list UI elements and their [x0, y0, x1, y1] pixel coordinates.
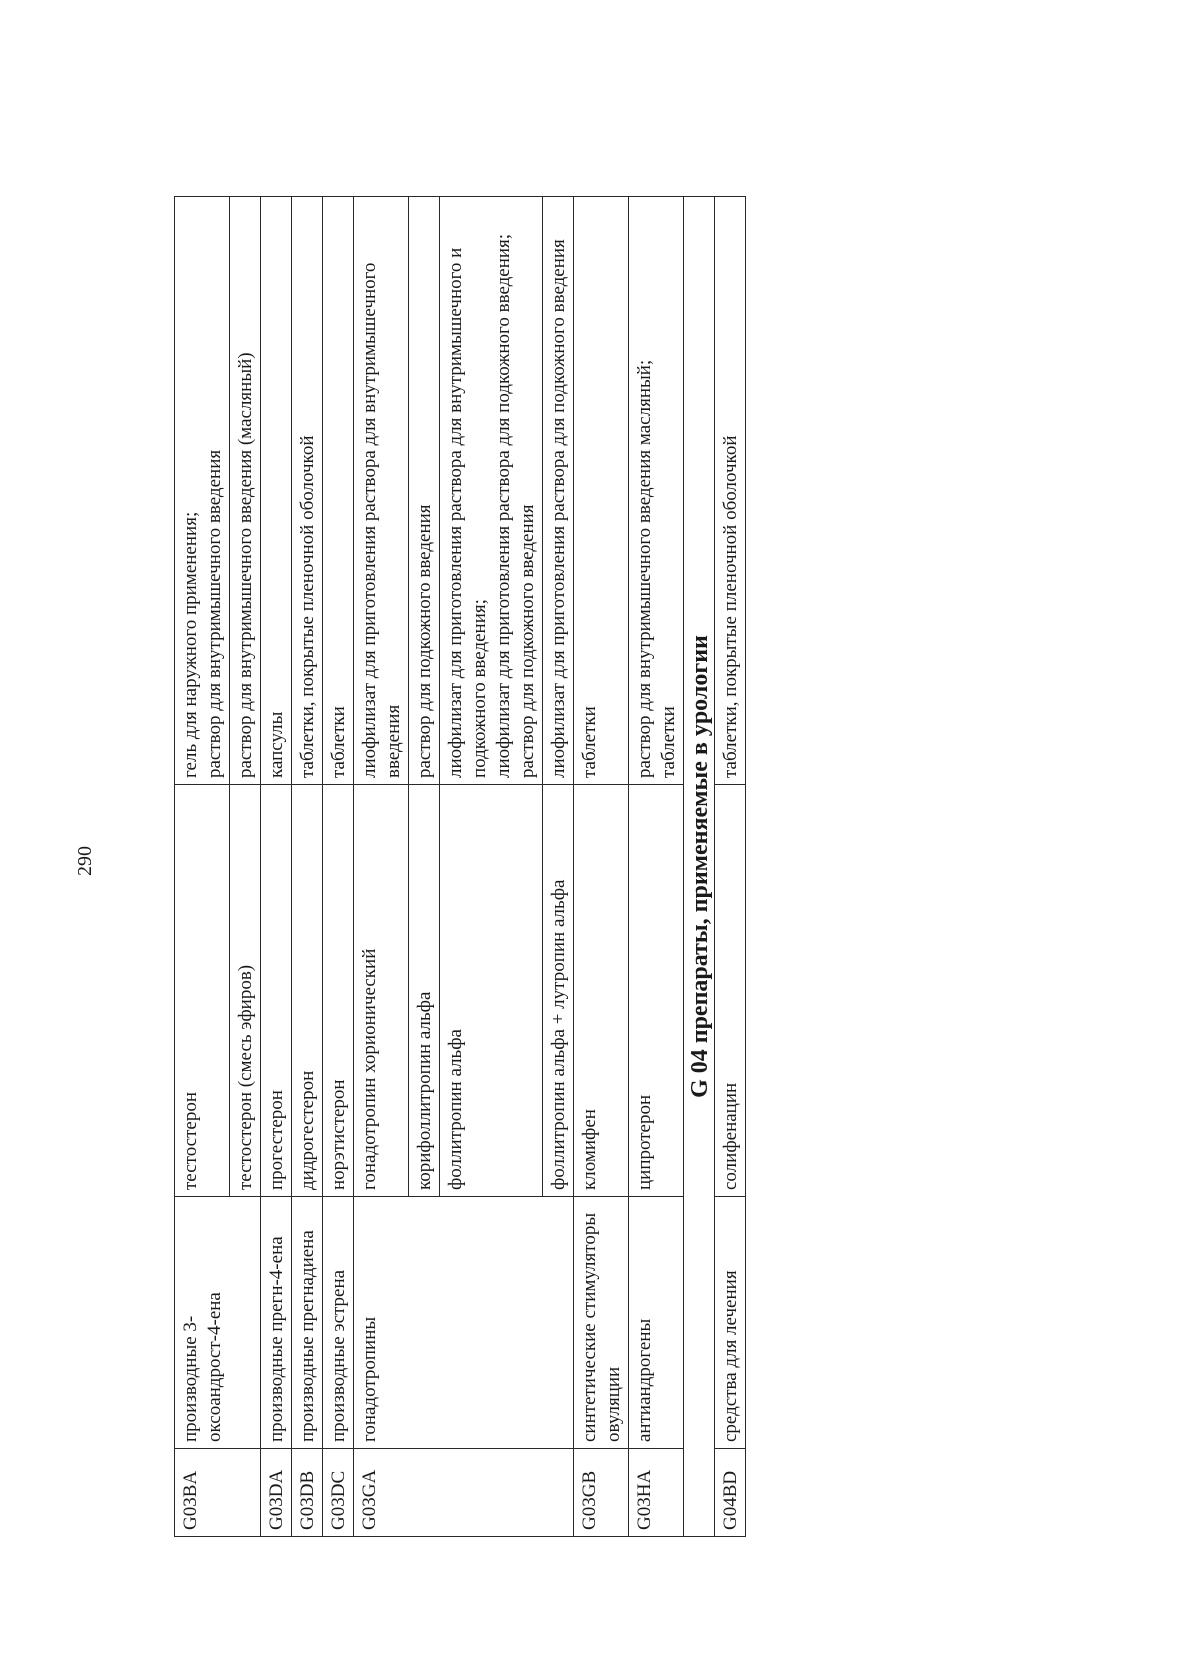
- table-row: [354, 197, 409, 1537]
- table-row: [543, 197, 574, 1537]
- dosage-forms: [175, 197, 230, 785]
- table-row: [440, 197, 543, 1537]
- pharm-group: антиандрогены: [629, 1197, 684, 1449]
- pharm-group: [543, 1197, 574, 1449]
- dosage-forms: [354, 197, 409, 785]
- dosage-form: гель для наружного применения;: [180, 511, 201, 778]
- substance: тестостерон: [175, 785, 230, 1197]
- dosage-form: раствор для внутримышечного введения: [204, 449, 225, 778]
- dosage-form: таблетки: [579, 706, 600, 778]
- table-row: [175, 197, 230, 1537]
- atc-code: [230, 1449, 261, 1537]
- dosage-forms: [440, 197, 543, 785]
- atc-code: [543, 1449, 574, 1537]
- pharm-group: [230, 1197, 261, 1449]
- pharm-group: синтетические стимуляторы овуляции: [574, 1197, 629, 1449]
- table-row: [261, 197, 292, 1537]
- dosage-form: раствор для внутримышечного введения масляный;: [634, 359, 655, 778]
- dosage-forms: [574, 197, 629, 785]
- dosage-form: лиофилизат для приготовления раствора для подкожного введения;: [493, 233, 514, 778]
- dosage-forms: [629, 197, 684, 785]
- dosage-form: таблетки, покрытые пленочной оболочкой: [720, 435, 741, 778]
- substance: фоллитропин альфа: [440, 785, 543, 1197]
- section-row: [684, 197, 715, 1537]
- substance: фоллитропин альфа + лутропин альфа: [543, 785, 574, 1197]
- substance: тестостерон (смесь эфиров): [230, 785, 261, 1197]
- table-row: [629, 197, 684, 1537]
- table-row: [715, 197, 746, 1537]
- pharm-group: средства для лечения: [715, 1197, 746, 1449]
- pharm-group: производные эстрена: [323, 1197, 354, 1449]
- dosage-form: таблетки: [658, 706, 679, 778]
- atc-code: [409, 1449, 440, 1537]
- atc-code: G03BA: [175, 1449, 230, 1537]
- substance: гонадотропин хорионический: [354, 785, 409, 1197]
- dosage-form: лиофилизат для приготовления раствора для внутримышечного введения: [359, 262, 404, 778]
- substance: прогестерон: [261, 785, 292, 1197]
- atc-code: G04BD: [715, 1449, 746, 1537]
- table-row: [230, 197, 261, 1537]
- pharm-group: производные прегн-4-ена: [261, 1197, 292, 1449]
- substance: норэтистерон: [323, 785, 354, 1197]
- dosage-form: лиофилизат для приготовления раствора для внутримышечного и подкожного введения;: [445, 247, 490, 778]
- section-heading: G 04 препараты, применяемые в урологии: [684, 197, 715, 1537]
- dosage-form: раствор для подкожного введения: [414, 504, 435, 778]
- table-row: [574, 197, 629, 1537]
- table-row: [409, 197, 440, 1537]
- dosage-form: таблетки: [328, 706, 349, 778]
- atc-code: G03GB: [574, 1449, 629, 1537]
- atc-code: G03HA: [629, 1449, 684, 1537]
- atc-code: G03DA: [261, 1449, 292, 1537]
- dosage-form: капсулы: [266, 711, 287, 778]
- pharm-group: [440, 1197, 543, 1449]
- dosage-forms: [543, 197, 574, 785]
- atc-code: [440, 1449, 543, 1537]
- dosage-form: раствор для внутримышечного введения (масляный): [235, 352, 256, 778]
- dosage-forms: [715, 197, 746, 785]
- drug-table: [174, 196, 746, 1537]
- table-row: [323, 197, 354, 1537]
- atc-code: G03DC: [323, 1449, 354, 1537]
- dosage-form: лиофилизат для приготовления раствора для подкожного введения: [548, 239, 569, 778]
- substance: ципротерон: [629, 785, 684, 1197]
- dosage-forms: [230, 197, 261, 785]
- substance: кломифен: [574, 785, 629, 1197]
- substance: корифоллитропин альфа: [409, 785, 440, 1197]
- pharm-group: [409, 1197, 440, 1449]
- dosage-forms: [292, 197, 323, 785]
- dosage-forms: [409, 197, 440, 785]
- pharm-group: гонадотропины: [354, 1197, 409, 1449]
- dosage-forms: [323, 197, 354, 785]
- substance: дидрогестерон: [292, 785, 323, 1197]
- substance: солифенацин: [715, 785, 746, 1197]
- dosage-form: таблетки, покрытые пленочной оболочкой: [297, 435, 318, 778]
- page-number: 290: [74, 846, 96, 876]
- table-row: [292, 197, 323, 1537]
- pharm-group: производные 3-оксоандрост-4-ена: [175, 1197, 230, 1449]
- atc-code: G03DB: [292, 1449, 323, 1537]
- dosage-form: раствор для подкожного введения: [517, 504, 538, 778]
- pharm-group: производные прегнадиена: [292, 1197, 323, 1449]
- dosage-forms: [261, 197, 292, 785]
- atc-code: G03GA: [354, 1449, 409, 1537]
